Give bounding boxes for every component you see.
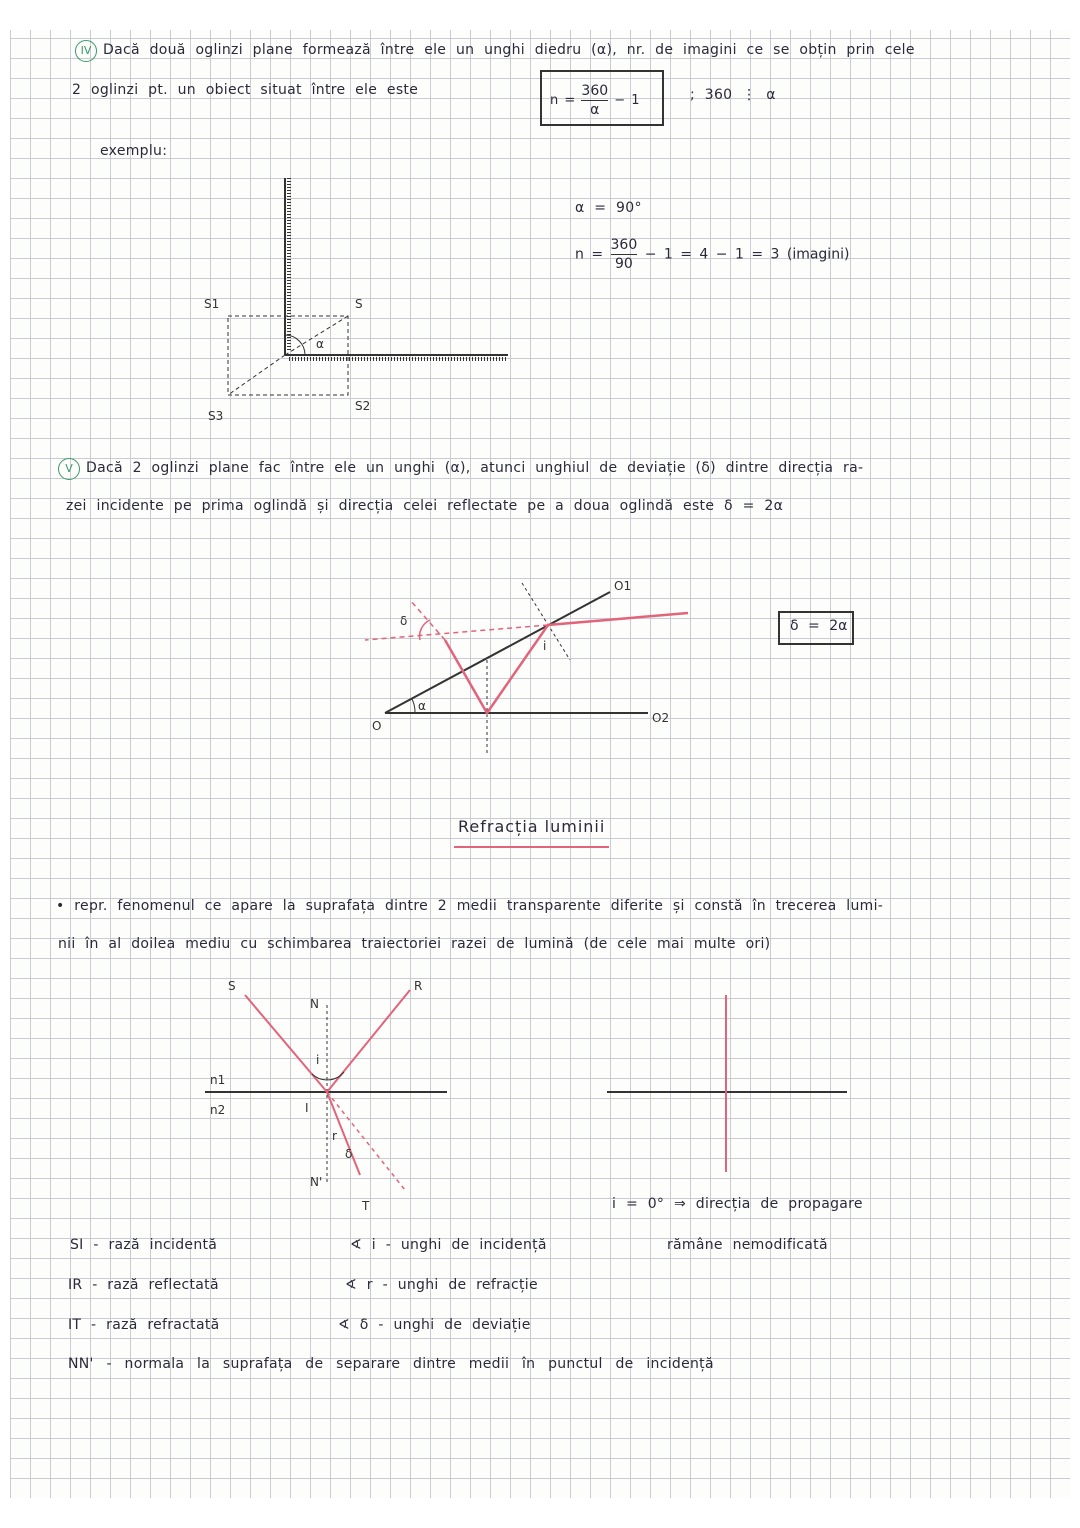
label-s1: S1	[204, 297, 220, 311]
mirror-diagram-90	[228, 178, 508, 395]
section-number-v: V	[58, 458, 80, 480]
label-delta: δ	[400, 614, 408, 628]
label-i: i	[543, 639, 547, 653]
legend-ir: IR - rază reflectată	[68, 1277, 219, 1293]
label-alpha: α	[418, 699, 426, 713]
label-s2: S2	[355, 399, 371, 413]
deviation-diagram	[365, 583, 688, 755]
label-alpha: α	[316, 337, 324, 351]
label-i: i	[316, 1053, 320, 1067]
normal-incidence-diagram	[607, 995, 847, 1172]
label-s: S	[355, 297, 363, 311]
formula-lhs: n =	[550, 93, 576, 108]
calc-denominator: 90	[614, 256, 633, 272]
diagonal	[228, 355, 285, 395]
section-number-iv: IV	[75, 40, 97, 62]
refraction-para2: nii în al doilea mediu cu schimbarea traiectoriei razei de lumină (de cele mai multe ori)	[58, 936, 771, 952]
label-r: R	[414, 979, 423, 993]
label-n-prime: N'	[310, 1175, 323, 1189]
label-o2: O2	[652, 711, 670, 725]
delta-arc	[420, 620, 430, 640]
refraction-diagram	[205, 990, 447, 1190]
text: Dacă 2 oglinzi plane fac între ele un unghi (α), atunci unghiul de deviație (δ) dintre direcția ra-	[86, 460, 864, 476]
example-label: exemplu:	[100, 143, 168, 159]
formula-rhs: − 1	[614, 93, 640, 108]
normal-incidence-note1: i = 0° ⇒ direcția de propagare	[612, 1196, 863, 1212]
divisibility-condition: ; 360 ⋮ α	[690, 87, 776, 103]
legend-it: IT - rază refractată	[68, 1317, 220, 1333]
label-n1: n1	[210, 1073, 226, 1087]
light-ray	[445, 613, 688, 713]
label-s3: S3	[208, 409, 224, 423]
angle-deviation: ∢ δ - unghi de deviație	[338, 1317, 531, 1333]
incident-extension	[327, 1092, 405, 1190]
calc-rhs: − 1 = 4 − 1 = 3 (imagini)	[644, 246, 850, 263]
formula-denominator: α	[590, 102, 600, 118]
label-r-angle: r	[332, 1129, 337, 1143]
section-v-line2: zei incidente pe prima oglindă și direcția celei reflectate pe a doua oglindă este δ = 2α	[66, 498, 784, 514]
label-incidence-point: I	[305, 1101, 309, 1115]
label-o1: O1	[614, 579, 632, 593]
label-t: T	[362, 1199, 370, 1213]
legend-nn: NN' - normala la suprafața de separare dintre medii în punctul de incidență	[68, 1356, 714, 1372]
text: Dacă două oglinzi plane formează între ele un unghi diedru (α), nr. de imagini ce se obțin prin cele	[103, 42, 915, 58]
label-n: N	[310, 997, 319, 1011]
legend-si: SI - rază incidentă	[70, 1237, 218, 1253]
normal-incidence-note2: rămâne nemodificată	[667, 1237, 828, 1253]
refraction-title: Refracția luminii	[458, 817, 606, 836]
section-iv-line2: 2 oglinzi pt. un obiect situat între ele este	[72, 82, 419, 98]
incident-extension	[365, 625, 548, 640]
angle-refraction: ∢ r - unghi de refracție	[345, 1277, 538, 1293]
calc-numerator: 360	[610, 237, 638, 253]
formula-numerator: 360	[581, 83, 609, 99]
deviation-formula: δ = 2α	[790, 618, 848, 634]
label-delta: δ	[345, 1147, 353, 1161]
label-n2: n2	[210, 1103, 226, 1117]
refraction-para1: • repr. fenomenul ce apare la suprafața dintre 2 medii transparente diferite și constă în trecerea lumi-	[56, 898, 884, 914]
angle-incidence: ∢ i - unghi de incidență	[350, 1237, 547, 1253]
label-s: S	[228, 979, 236, 993]
label-o: O	[372, 719, 382, 733]
alpha-value: α = 90°	[575, 200, 642, 216]
calc-lhs: n =	[575, 246, 604, 263]
alpha-arc	[412, 699, 415, 713]
